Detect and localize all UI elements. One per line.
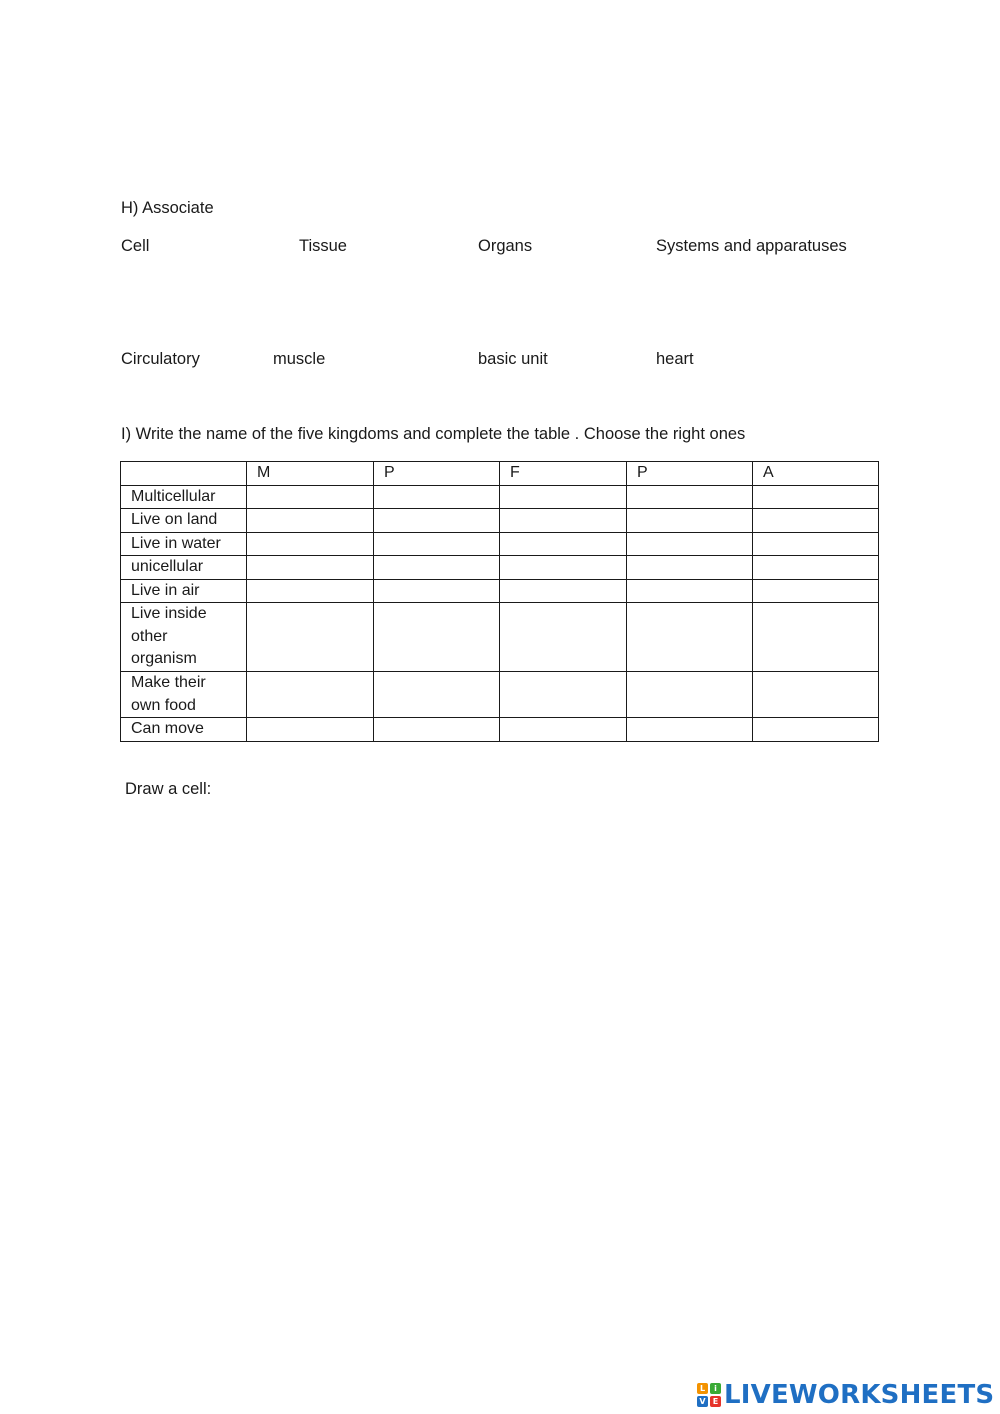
row-label: Live in water (121, 532, 247, 556)
answer-cell[interactable] (247, 579, 374, 603)
answer-cell[interactable] (247, 532, 374, 556)
logo-tile: i (710, 1383, 721, 1394)
answer-cell[interactable] (627, 603, 753, 672)
associate-term-organs: Organs (478, 237, 533, 255)
answer-cell[interactable] (247, 603, 374, 672)
table-row (121, 603, 879, 672)
table-row (121, 718, 879, 742)
answer-cell[interactable] (627, 532, 753, 556)
answer-cell[interactable] (247, 556, 374, 580)
answer-cell[interactable] (753, 718, 879, 742)
answer-cell[interactable] (500, 532, 627, 556)
logo-text: LIVEWORKSHEETS (724, 1380, 995, 1410)
table-row (121, 485, 879, 509)
table-row (121, 509, 879, 533)
associate-match-basic-unit[interactable]: basic unit (478, 350, 548, 368)
header-cell-kingdom-2: P (374, 462, 500, 486)
answer-cell[interactable] (374, 579, 500, 603)
answer-cell[interactable] (374, 509, 500, 533)
answer-cell[interactable] (247, 718, 374, 742)
row-label: Live on land (121, 509, 247, 533)
answer-cell[interactable] (627, 485, 753, 509)
row-label: Multicellular (121, 485, 247, 509)
associate-match-heart[interactable]: heart (656, 350, 694, 368)
associate-term-systems: Systems and apparatuses (656, 237, 847, 255)
logo-tile: E (710, 1396, 721, 1407)
row-label: Can move (121, 718, 247, 742)
answer-cell[interactable] (753, 532, 879, 556)
answer-cell[interactable] (500, 509, 627, 533)
kingdom-table (120, 461, 879, 742)
table-row (121, 672, 879, 718)
table-header-row (121, 462, 879, 486)
logo-tile: L (697, 1383, 708, 1394)
answer-cell[interactable] (247, 672, 374, 718)
section-h-title: H) Associate (121, 199, 214, 217)
row-label: unicellular (121, 556, 247, 580)
liveworksheets-logo (697, 1381, 994, 1409)
drawing-area[interactable] (120, 810, 880, 1350)
row-label: Make their own food (121, 672, 247, 718)
table-row (121, 532, 879, 556)
associate-term-tissue: Tissue (299, 237, 347, 255)
answer-cell[interactable] (374, 485, 500, 509)
answer-cell[interactable] (374, 718, 500, 742)
answer-cell[interactable] (627, 579, 753, 603)
associate-match-muscle[interactable]: muscle (273, 350, 326, 368)
row-label: Live in air (121, 579, 247, 603)
answer-cell[interactable] (500, 556, 627, 580)
answer-cell[interactable] (753, 509, 879, 533)
answer-cell[interactable] (753, 556, 879, 580)
header-cell-kingdom-3: F (500, 462, 627, 486)
answer-cell[interactable] (374, 532, 500, 556)
answer-cell[interactable] (753, 579, 879, 603)
answer-cell[interactable] (627, 556, 753, 580)
answer-cell[interactable] (627, 718, 753, 742)
row-label: Live inside other organism (121, 603, 247, 672)
answer-cell[interactable] (753, 485, 879, 509)
draw-cell-prompt: Draw a cell: (125, 780, 212, 798)
answer-cell[interactable] (753, 603, 879, 672)
table-row (121, 579, 879, 603)
associate-term-cell: Cell (121, 237, 150, 255)
answer-cell[interactable] (374, 556, 500, 580)
answer-cell[interactable] (500, 485, 627, 509)
answer-cell[interactable] (500, 603, 627, 672)
answer-cell[interactable] (500, 718, 627, 742)
logo-mark-icon (697, 1383, 721, 1407)
answer-cell[interactable] (753, 672, 879, 718)
answer-cell[interactable] (247, 509, 374, 533)
answer-cell[interactable] (247, 485, 374, 509)
answer-cell[interactable] (627, 672, 753, 718)
header-cell-kingdom-4: P (627, 462, 753, 486)
answer-cell[interactable] (374, 672, 500, 718)
answer-cell[interactable] (627, 509, 753, 533)
associate-match-circulatory[interactable]: Circulatory (121, 350, 200, 368)
logo-tile: V (697, 1396, 708, 1407)
answer-cell[interactable] (374, 603, 500, 672)
header-cell-blank (121, 462, 247, 486)
table-row (121, 556, 879, 580)
answer-cell[interactable] (500, 579, 627, 603)
section-i-instruction: I) Write the name of the five kingdoms and complete the table . Choose the right ones (121, 425, 746, 443)
header-cell-kingdom-5: A (753, 462, 879, 486)
answer-cell[interactable] (500, 672, 627, 718)
header-cell-kingdom-1: M (247, 462, 374, 486)
